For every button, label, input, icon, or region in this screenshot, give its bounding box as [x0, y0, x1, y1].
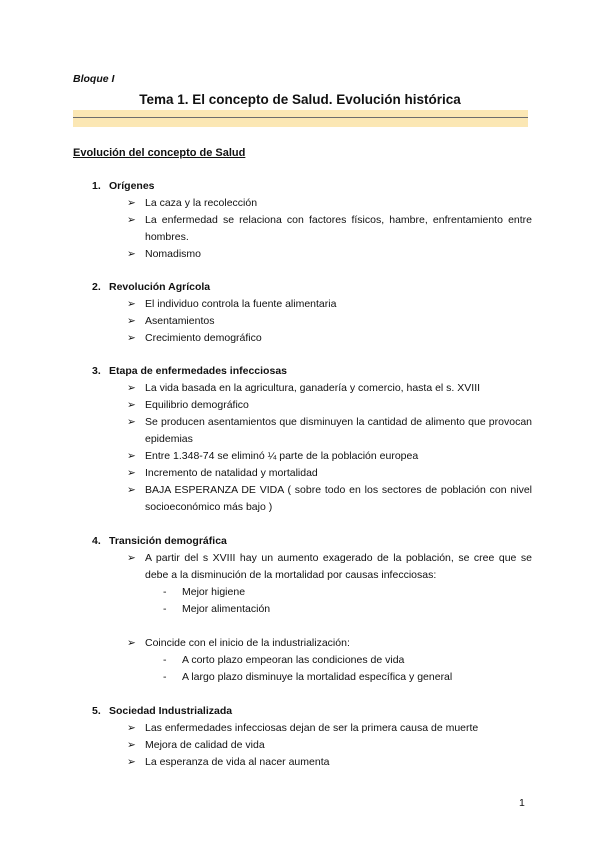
- section-origenes: [92, 178, 532, 263]
- list-item: ➢ Asentamientos: [92, 313, 532, 330]
- list-item: ➢ Las enfermedades infecciosas dejan de ser la primera causa de muerte: [92, 720, 532, 737]
- list-item: ➢ La vida basada en la agricultura, ganadería y comercio, hasta el s. XVIII: [92, 380, 532, 397]
- section-heading: [92, 363, 532, 380]
- section-number: 5.: [92, 705, 101, 717]
- section-transicion-demografica: [92, 533, 532, 686]
- block-label: Bloque I: [73, 73, 115, 85]
- section-heading: [92, 703, 532, 720]
- arrow-bullet-icon: ➢: [127, 197, 136, 209]
- section-title: Transición demográfica: [109, 535, 227, 547]
- arrow-bullet-icon: ➢: [127, 315, 136, 327]
- list-item: ➢ Incremento de natalidad y mortalidad: [92, 465, 532, 482]
- arrow-bullet-icon: ➢: [127, 756, 136, 768]
- dash-bullet: -: [163, 654, 167, 666]
- arrow-bullet-icon: ➢: [127, 637, 136, 649]
- section-subtitle: Evolución del concepto de Salud: [73, 147, 246, 159]
- list-item: ➢ La esperanza de vida al nacer aumenta: [92, 754, 532, 771]
- list-item: ➢ Se producen asentamientos que disminuyen la cantidad de alimento que provocan epidemias: [127, 416, 532, 445]
- list-item: ➢ Mejora de calidad de vida: [92, 737, 532, 754]
- arrow-bullet-icon: ➢: [127, 248, 136, 260]
- list-item: ➢ A partir del s XVIII hay un aumento exagerado de la población, se cree que se debe a la disminución de la mortalidad por causas infecciosas:: [127, 552, 532, 581]
- sub-list-item: - Mejor alimentación: [92, 601, 532, 618]
- list-item: ➢ Coincide con el inicio de la industrialización:: [92, 635, 532, 652]
- dash-bullet: -: [163, 586, 167, 598]
- section-heading: [92, 279, 532, 296]
- arrow-bullet-icon: ➢: [127, 722, 136, 734]
- section-revolucion-agricola: [92, 279, 532, 347]
- list-item: ➢ BAJA ESPERANZA DE VIDA ( sobre todo en los sectores de población con nivel socioeconómico más bajo ): [127, 484, 532, 513]
- dash-bullet: -: [163, 603, 167, 615]
- arrow-bullet-icon: ➢: [127, 467, 136, 479]
- section-title: Etapa de enfermedades infecciosas: [109, 365, 287, 377]
- sub-list-item: - A corto plazo empeoran las condiciones de vida: [92, 652, 532, 669]
- arrow-bullet-icon: ➢: [127, 450, 136, 462]
- arrow-bullet-icon: ➢: [127, 399, 136, 411]
- band-divider: [73, 117, 528, 118]
- section-heading: [92, 533, 532, 550]
- section-title: Revolución Agrícola: [109, 281, 211, 293]
- section-number: 2.: [92, 281, 101, 293]
- section-title: Orígenes: [109, 180, 155, 192]
- spacer: [92, 618, 532, 635]
- arrow-bullet-icon: ➢: [127, 484, 136, 496]
- dash-bullet: -: [163, 671, 167, 683]
- section-title: Sociedad Industrializada: [109, 705, 233, 717]
- arrow-bullet-icon: ➢: [127, 552, 136, 564]
- section-enfermedades-infecciosas: [92, 363, 532, 516]
- arrow-bullet-icon: ➢: [127, 214, 136, 226]
- list-item: ➢ Crecimiento demográfico: [92, 330, 532, 347]
- section-heading: [92, 178, 532, 195]
- list-item: ➢ Entre 1.348-74 se eliminó ¼ parte de la población europea: [92, 448, 532, 465]
- list-item: ➢ Equilibrio demográfico: [92, 397, 532, 414]
- list-item: ➢ La enfermedad se relaciona con factores físicos, hambre, enfrentamiento entre hombres.: [127, 214, 532, 243]
- section-number: 3.: [92, 365, 101, 377]
- sub-list-item: - A largo plazo disminuye la mortalidad específica y general: [92, 669, 532, 686]
- list-item: ➢ El individuo controla la fuente alimentaria: [92, 296, 532, 313]
- title-underline-band: [73, 110, 528, 127]
- sub-list-item: - Mejor higiene: [92, 584, 532, 601]
- list-item: ➢ La caza y la recolección: [92, 195, 532, 212]
- section-number: 4.: [92, 535, 101, 547]
- page-title: Tema 1. El concepto de Salud. Evolución histórica: [139, 92, 461, 107]
- section-sociedad-industrializada: [92, 703, 532, 771]
- arrow-bullet-icon: ➢: [127, 332, 136, 344]
- arrow-bullet-icon: ➢: [127, 382, 136, 394]
- section-number: 1.: [92, 180, 101, 192]
- list-item: ➢ Nomadismo: [92, 246, 532, 263]
- arrow-bullet-icon: ➢: [127, 416, 136, 428]
- arrow-bullet-icon: ➢: [127, 298, 136, 310]
- arrow-bullet-icon: ➢: [127, 739, 136, 751]
- page-number: 1: [519, 797, 525, 809]
